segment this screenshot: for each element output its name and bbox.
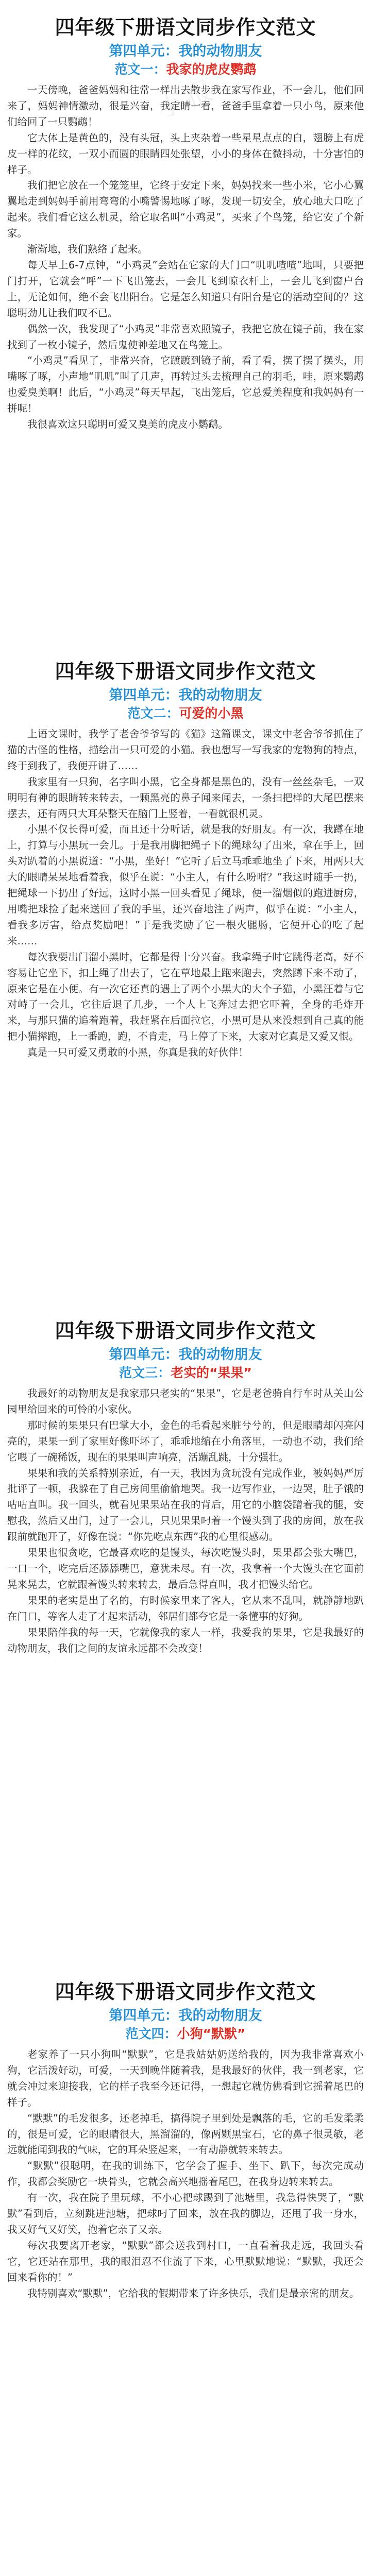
piece-title [7, 705, 364, 722]
unit-title: 第四单元：我的动物朋友 [109, 687, 262, 703]
piece-label: 范文二： [127, 706, 179, 721]
paragraph: “默默”很聪明，在我的训练下，它学会了握手、坐下、趴下，每次完成动作，我都会奖励它一块骨头，它就会高兴地摇着尾巴，在我身边转来转去。 [7, 2160, 364, 2188]
paragraph: “默默”的毛发很多，还老掉毛，搞得院子里到处是飘落的毛，它的毛发柔柔的，很是可爱，它的眼睛很大，黑溜溜的，像两颗黑宝石，它的鼻子很灵敏，老远就能闻到我的气味，它的耳朵竖起来，一有动静就转来转去。 [7, 2112, 364, 2156]
paragraph: 我家里有一只狗，名字叫小黑，它全身都是黑色的，没有一丝丝杂毛，一双明明有神的眼睛转来转去，一颗黑亮的鼻子闻来闻去，一条扫把样的大尾巴摆来摆去，还有两只大耳朵整天在脑门上竖着，一看就很机灵。 [7, 775, 364, 820]
paragraph: 果果也很贪吃，它最喜欢吃的是馒头，每次吃馒头时，果果都会张大嘴巴，一口一个，吃完后还舔舔嘴巴，意犹未尽。有一次，我拿着一个大馒头在它面前晃来晃去，它就跟着馒头转来转去，最后急得直叫，我才把馒头给它。 [7, 1547, 364, 1590]
essay-title: 四年级下册语文同步作文范文 [55, 660, 316, 683]
piece-title [7, 61, 364, 78]
unit-title: 第四单元：我的动物朋友 [109, 2008, 262, 2024]
piece-name: 小狗“默默” [177, 2026, 246, 2041]
paragraph: 老家养了一只小狗叫“默默”，它是我姑姑奶送给我的，因为我非常喜欢小狗，它活泼好动，可爱，一天到晚伴随着我，是我最好的伙伴，我一到老家，它就会冲过来迎接我，它的样子我至今还记得，一想起它就仿佛看到它摇着尾巴的样子。 [7, 2048, 364, 2108]
essay-body [7, 726, 364, 1061]
essay-section [0, 1980, 371, 2302]
essay-section [0, 1319, 371, 1656]
unit-title: 第四单元：我的动物朋友 [109, 1347, 262, 1363]
essay-title: 四年级下册语文同步作文范文 [55, 1319, 316, 1342]
piece-name: 老实的“果果” [171, 1365, 252, 1380]
paragraph: 渐渐地，我们熟络了起来。 [27, 243, 148, 256]
essay-body [7, 2047, 364, 2302]
paragraph: 果果陪伴我的每一天，它就像我的家人一样，我爱我的果果，它是我最好的动物朋友，我们之间的友谊永远都不会改变！ [7, 1626, 364, 1654]
piece-label: 范文四： [125, 2026, 177, 2041]
piece-label: 范文一： [114, 62, 166, 77]
essay-section [0, 15, 371, 433]
paragraph: 上语文课时，我学了老舍爷爷写的《猫》这篇课文，课文中老舍爷爷抓住了猫的古怪的性格，描绘出一只可爱的小猫。我也想写一写我家的宠物狗的特点，终于到我了，我便开讲了…… [7, 728, 364, 772]
paragraph: 那时候的果果只有巴掌大小，金色的毛看起来脏兮兮的，但是眼睛却闪亮闪亮的，果果一到了家里好像吓坏了，乖乖地缩在小角落里，一动也不动，我们给它喂了一碗稀饭，现在的果果叫声响亮，活蹦乱跳，十分强壮。 [7, 1419, 364, 1463]
paragraph: 小黑不仅长得可爱，而且还十分听话，就是我的好朋友。有一次，我蹲在地上，打算与小黑玩一会儿。于是我用脚把绳子下的绳球勾了出来，拿在手上，回头对趴着的小黑说道：“小黑，坐好！”它听了后立马乖乖地坐了下来，用两只大大的眼睛呆呆地看着我，似乎在说：“小主人，有什么吩咐？”我这时随手一扔，把绳球一下扔出了好远，这时小黑一回头看见了绳球，便一溜烟似的跑进厨房，用嘴把球捡了起来送回了我的手里，还兴奋地注了两声，似乎在说：“小主人，看我多厉害，给点奖励吧！”于是我奖励了它一根火腿肠，它便开心的吃了起来…… [7, 823, 364, 947]
essay-section [0, 659, 371, 1061]
essay-title: 四年级下册语文同步作文范文 [55, 1980, 316, 2003]
piece-title [7, 2025, 364, 2043]
paragraph: 真是一只可爱又勇敢的小黑，你真是我的好伙伴！ [27, 1046, 249, 1059]
paragraph: 我最好的动物朋友是我家那只老实的“果果”，它是老爸骑自行车时从关山公园里给回来的可怜的小家伙。 [7, 1387, 364, 1415]
essay-body [7, 82, 364, 433]
paragraph: “小鸡灵”看见了，非常兴奋，它踱踱到镜子前，看了看，摆了摆了摆头，用嘴啄了啄，小声地“叽叽”叫了几声，再转过头去梳理自己的羽毛，哇，原来鹦鹉也爱臭美啊！此后，“小鸡灵”每天早起，飞出笼后，它总爱美程度和我妈妈有一拼呢！ [7, 354, 364, 415]
paragraph: 我们把它放在一个笼笼里，它终于安定下来，妈妈找来一些小米，它小心翼翼地走到妈妈手前用弯弯的小嘴警惕地啄了啄，发现一切安全，放心地大口吃了起来。我们看它这么机灵，给它取名叫“小鸡灵”，买来了个鸟笼，给它安了个新家。 [7, 179, 364, 240]
paragraph: 果果的老实是出了名的，有时候家里来了客人，它从来不乱叫，就静静地趴在门口，等客人走了才起来活动，邻居们都夸它是一条懂事的好狗。 [7, 1594, 364, 1622]
paragraph: 一天傍晚，爸爸妈妈和往常一样出去散步我在家写作业，不一会儿，他们回来了，妈妈神情激动，很是兴奋，我定睛一看，爸爸手里拿着一只小鸟，原来他们给回了一只鹦鹉！ [7, 84, 364, 128]
paragraph: 它大体上是黄色的，没有头冠，头上夹杂着一些星星点点的白，翅膀上有虎皮一样的花纹，一双小而圆的眼睛四处张望，小小的身体在微抖动，十分害怕的样子。 [7, 131, 364, 176]
piece-label: 范文三： [119, 1365, 171, 1380]
paragraph: 我很喜欢这只聪明可爱又臭美的虎皮小鹦鹉。 [27, 418, 229, 431]
essay-body [7, 1386, 364, 1656]
watermark: 小报 [152, 73, 221, 125]
unit-title: 第四单元：我的动物朋友 [109, 43, 262, 59]
piece-name: 我家的虎皮鹦鹉 [166, 62, 257, 77]
paragraph: 偶然一次，我发现了“小鸡灵”非常喜欢照镜子，我把它放在镜子前，我在家找到了一枚小镜子，然后鬼使神差地又在鸟笼上。 [7, 323, 364, 351]
paragraph: 每天早上6-7点钟，“小鸡灵”会站在它家的大门口“叽叽喳喳”地叫，只要把门打开，它就会“呼”一下飞出笼去，一会儿飞到晾衣杆上，一会儿飞到窗户台上，无论如何，绝不会飞出阳台。它是怎么知道只有阳台是它的活动空间的？这聪明劲儿让我们叹不已。 [7, 259, 364, 319]
essay-title: 四年级下册语文同步作文范文 [55, 16, 316, 39]
paragraph: 果果和我的关系特别亲近，有一天，我因为贪玩没有完成作业，被妈妈严厉批评了一顿，我躲在了自己房间里偷偷地哭。我一边写作业，一边哭，肚子饿的咕咕直叫。我一回头，就看见果果站在我的背后，用它的小脑袋蹭着我的腿，安慰我，然后又出门，过了一会儿，只见果果叼着一个馒头到了我的房间，放在我跟前就跑开了，好像在说：“你先吃点东西”我的心里很感动。 [7, 1467, 364, 1543]
paragraph: 每次我要离开老家，“默默”都会送我到村口，一直看着我走远，我回头看它，它还站在那里，我的眼泪忍不住流了下来，心里默默地说：“默默，我还会回来看你的！” [7, 2239, 364, 2283]
paragraph: 我特别喜欢“默默”，它给我的假期带来了许多快乐，我们是最亲密的朋友。 [27, 2287, 360, 2299]
piece-name: 可爱的小黑 [179, 706, 244, 721]
paragraph: 每次我要出门溜小黑时，它都是得十分兴奋。我拿绳子时它跳得老高，好不容易让它坐下，扣上绳了出去了，它在草地最上跑来跑去，突然蹲下来不动了，原来它是在小便。有一次它还真的遇上了两个小黑大的大个子猫，小黑汪着与它对峙了一会儿，它往后退了几步，一个人上飞奔过去把它吓着，全身的毛炸开来，与那只猫的追着跑着，我赶紧在后面拉它，小黑可是从来没想到自己真的能把小猫撵跑，上一番跑，跑，不肯走，马上停了下来，大家对它真是又爱又恨。 [7, 951, 364, 1043]
paragraph: 有一次，我在院子里玩球，不小心把球踢到了池塘里，我急得快哭了，“默默”看到后，立刻跳进池塘，把球叼了回来，放在我的脚边，还甩了我一身水，我又好气又好笑，抱着它亲了又亲。 [7, 2192, 364, 2235]
piece-title [7, 1364, 364, 1382]
